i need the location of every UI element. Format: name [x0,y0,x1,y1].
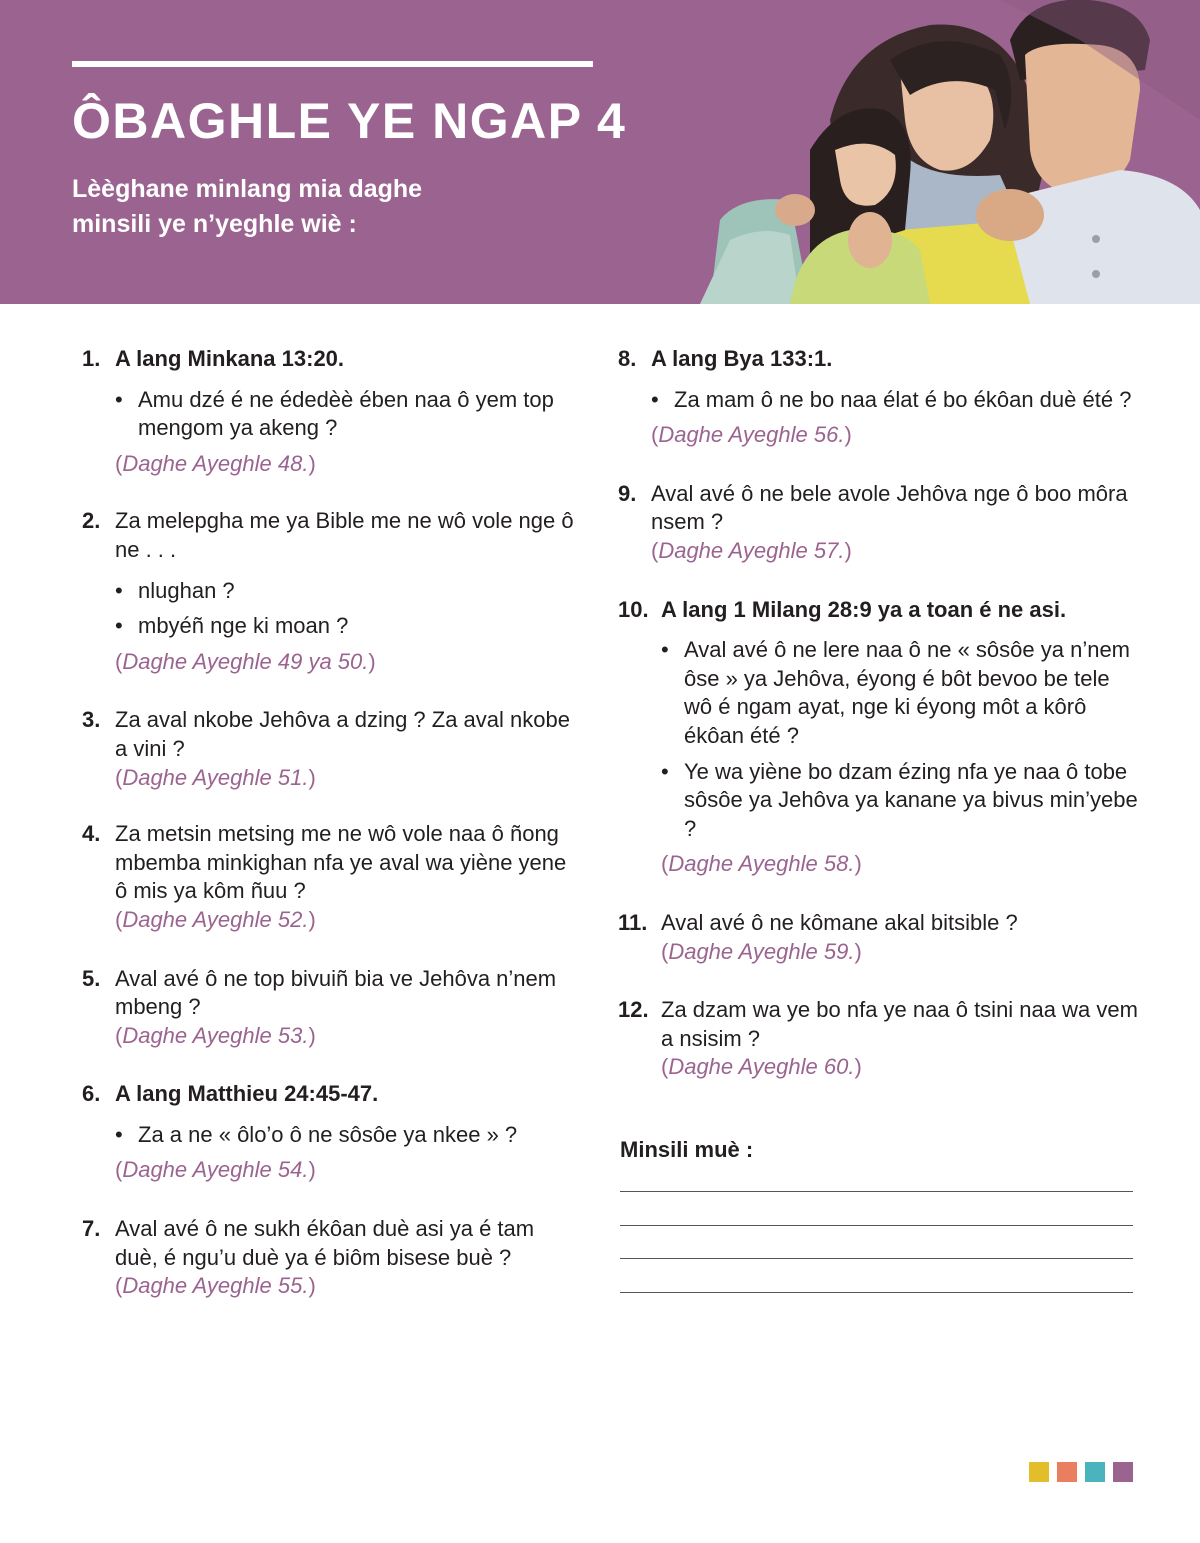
lesson-reference-text: Daghe Ayeghle 48. [122,450,309,476]
note-line[interactable] [620,1258,1133,1259]
question-item [82,1215,582,1301]
header-banner [0,0,1200,304]
lesson-reference: (Daghe Ayeghle 56.) [651,422,852,448]
lesson-reference: (Daghe Ayeghle 55.) [115,1273,316,1299]
lesson-reference-text: Daghe Ayeghle 56. [658,422,845,448]
question-item [618,909,1138,966]
bullet-item: • Za mam ô ne bo naa élat é bo ékôan duè été ? [651,386,1138,415]
question-number: 7. [82,1216,101,1242]
question-number: 2. [82,508,101,534]
color-square-yellow [1029,1462,1049,1482]
lesson-reference: (Daghe Ayeghle 53.) [115,1022,316,1048]
lesson-reference: (Daghe Ayeghle 48.) [115,450,316,476]
bullet-list [651,386,1138,415]
lesson-reference-text: Daghe Ayeghle 55. [122,1273,309,1299]
question-text: Aval avé ô ne top bivuiñ bia ve Jehôva n’nem mbeng ? [115,965,557,1020]
question-number: 1. [82,346,101,371]
question-text: Za melepgha me ya Bible me ne wô vole nge ô ne . . . [115,508,574,562]
question-text: Aval avé ô ne kômane akal bitsible ? [661,909,1018,935]
bullet-list [115,1121,582,1150]
bullet-list [115,386,582,443]
bullet-list [115,577,582,641]
question-text: Aval avé ô ne bele avole Jehôva nge ô boo môra nsem ? [651,480,1128,535]
notes-label: Minsili muè : [620,1137,754,1162]
question-item [618,996,1138,1082]
lesson-reference-text: Daghe Ayeghle 57. [658,537,845,563]
lesson-reference: (Daghe Ayeghle 51.) [115,764,316,790]
note-line[interactable] [620,1225,1133,1226]
question-item [82,820,582,934]
header-rule [72,61,593,67]
question-text: Za dzam wa ye bo nfa ye naa ô tsini naa wa vem a nsisim ? [661,997,1138,1051]
lesson-reference: (Daghe Ayeghle 52.) [115,906,316,932]
question-text: Za aval nkobe Jehôva a dzing ? Za aval nkobe a vini ? [115,707,570,761]
question-item [82,345,582,478]
lesson-reference-text: Daghe Ayeghle 58. [668,851,855,877]
bullet-item: • Za a ne « ôlo’o ô ne sôsôe ya nkee » ? [115,1121,582,1150]
lesson-reference-text: Daghe Ayeghle 49 ya 50. [122,648,369,674]
lesson-reference: (Daghe Ayeghle 58.) [661,851,862,877]
question-item [82,507,582,676]
page-title: ÔBAGHLE YE NGAP 4 [72,93,627,149]
color-square-orange [1057,1462,1077,1482]
question-item [82,706,582,792]
bullet-item: • Aval avé ô ne lere naa ô ne « sôsôe ya n’nem ôse » ya Jehôva, éyong é bôt bevoo be tele wô é ngam ayat, nge ki éyong môt a kôrô ékôan été ? [661,636,1138,750]
lesson-reference-text: Daghe Ayeghle 59. [668,938,855,964]
lesson-reference-text: Daghe Ayeghle 54. [122,1157,309,1183]
lesson-reference: (Daghe Ayeghle 60.) [661,1054,862,1080]
question-number: 5. [82,965,101,991]
question-number: 4. [82,821,101,847]
question-text: A lang Bya 133:1. [651,346,833,371]
family-praying-illustration [700,0,1200,304]
question-item [618,345,1138,450]
lesson-reference: (Daghe Ayeghle 57.) [651,537,852,563]
question-item [82,1080,582,1185]
bullet-item: • nlughan ? [115,577,582,606]
page-subtitle: Lèèghane minlang mia daghe minsili ye n’yeghle wiè : [72,175,423,238]
question-number: 8. [618,346,637,371]
note-line[interactable] [620,1292,1133,1293]
question-text: Aval avé ô ne sukh ékôan duè asi ya é tam duè, é ngu’u duè ya é biôm bisese buè ? [115,1216,535,1270]
lesson-reference: (Daghe Ayeghle 54.) [115,1157,316,1183]
note-line[interactable] [620,1191,1133,1192]
questions-right-column [618,345,1138,1082]
color-square-purple [1113,1462,1133,1482]
question-number: 11. [618,909,648,935]
question-number: 3. [82,707,101,733]
question-number: 6. [82,1081,101,1107]
lesson-reference: (Daghe Ayeghle 59.) [661,938,862,964]
question-text: A lang 1 Milang 28:9 ya a toan é ne asi. [661,596,1067,622]
question-text: Za metsin metsing me ne wô vole naa ô ñong mbemba minkighan nfa ye aval wa yiène yene ô mis ya kôm ñuu ? [115,821,567,904]
question-item [82,965,582,1051]
lesson-reference-text: Daghe Ayeghle 53. [122,1022,309,1048]
question-number: 12. [618,997,649,1023]
bullet-item: • Ye wa yiène bo dzam ézing nfa ye naa ô tobe sôsôe ya Jehôva ya kanane ya bivus min’yebe ? [661,758,1138,844]
question-number: 9. [618,480,637,506]
question-number: 10. [618,596,649,622]
bullet-item: • mbyéñ nge ki moan ? [115,612,582,641]
questions-left-column [82,345,582,1301]
question-item [618,596,1138,879]
lesson-reference-text: Daghe Ayeghle 52. [122,906,309,932]
question-item [618,480,1138,566]
lesson-reference-text: Daghe Ayeghle 51. [122,764,309,790]
question-text: A lang Minkana 13:20. [115,346,345,371]
color-square-teal [1085,1462,1105,1482]
bullet-item: • Amu dzé é ne édedèè ében naa ô yem top mengom ya akeng ? [115,386,582,443]
bullet-list [661,636,1138,843]
lesson-reference-text: Daghe Ayeghle 60. [668,1054,855,1080]
lesson-reference: (Daghe Ayeghle 49 ya 50.) [115,648,376,674]
question-text: A lang Matthieu 24:45-47. [115,1081,379,1107]
